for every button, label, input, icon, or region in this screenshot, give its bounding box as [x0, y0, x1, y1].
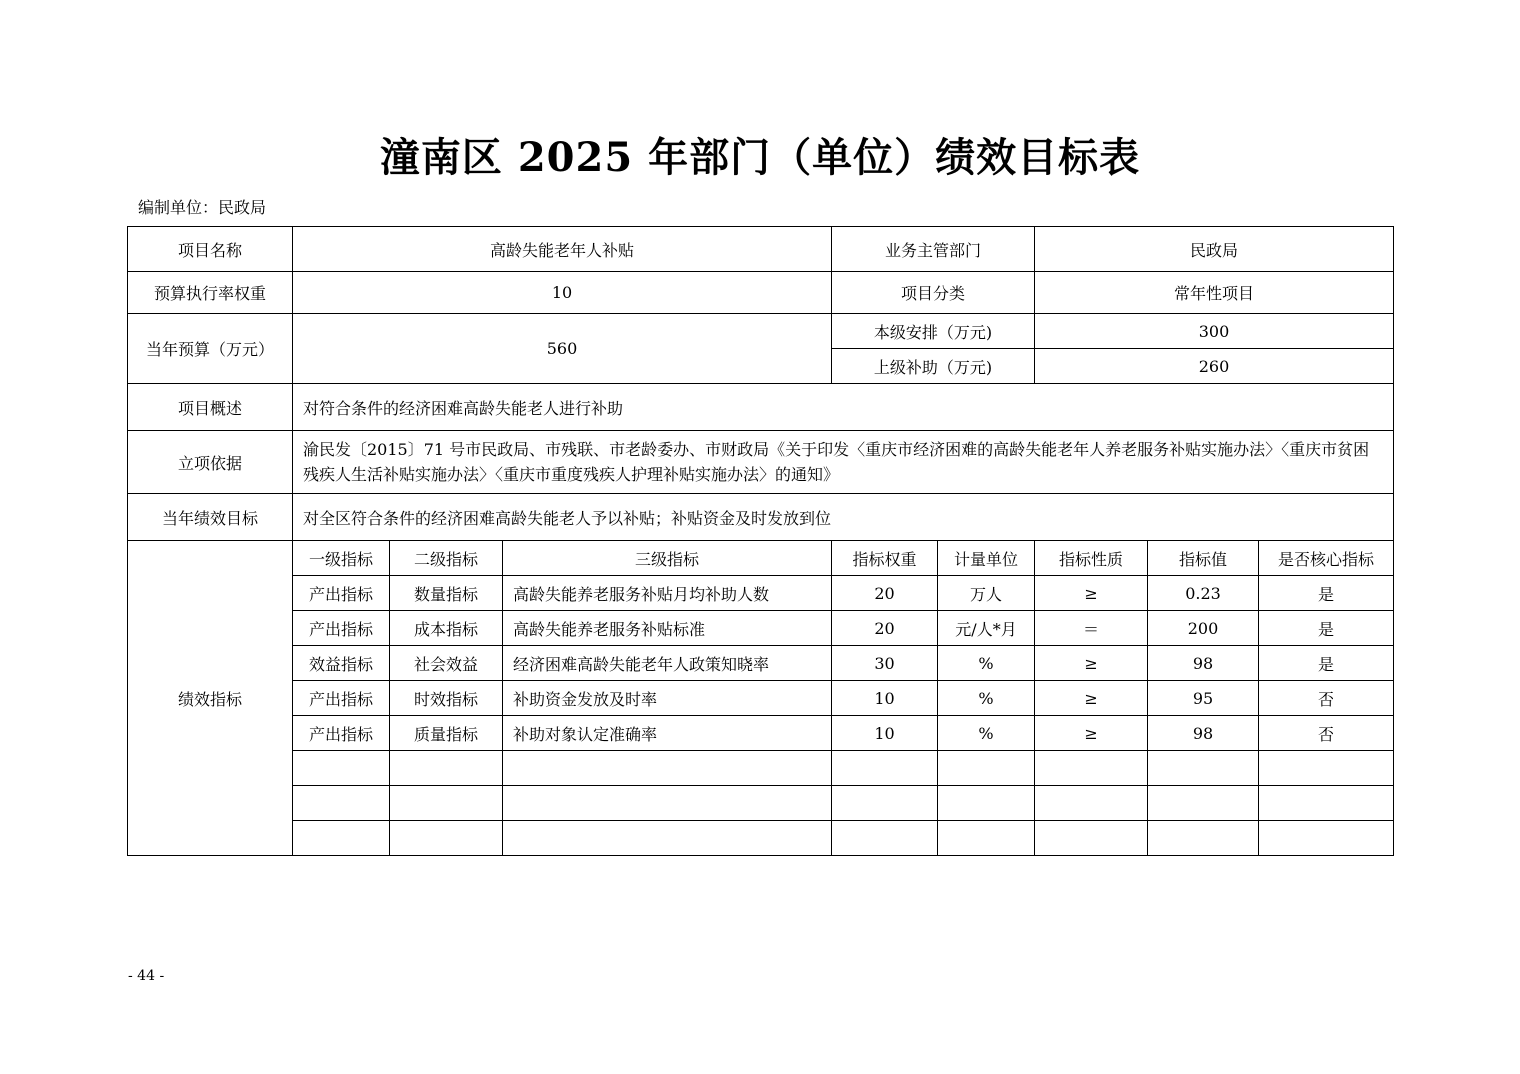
table-row-empty [128, 786, 1394, 821]
project-name-value: 高龄失能老年人补贴 [293, 227, 832, 272]
level1-cell: 效益指标 [293, 646, 390, 681]
core-cell: 是 [1259, 646, 1394, 681]
weight-cell: 10 [832, 681, 938, 716]
empty-cell [503, 786, 832, 821]
empty-cell [503, 821, 832, 856]
empty-cell [1148, 786, 1259, 821]
empty-cell [938, 786, 1035, 821]
core-cell: 否 [1259, 716, 1394, 751]
value-cell: 98 [1148, 646, 1259, 681]
level2-cell: 成本指标 [390, 611, 503, 646]
budget-label: 当年预算（万元） [128, 314, 293, 384]
level1-cell: 产出指标 [293, 716, 390, 751]
empty-cell [938, 751, 1035, 786]
empty-cell [390, 821, 503, 856]
level2-cell: 数量指标 [390, 576, 503, 611]
nature-cell: ≥ [1035, 646, 1148, 681]
nature-cell: ≥ [1035, 681, 1148, 716]
budget-value: 560 [293, 314, 832, 384]
level3-cell: 高龄失能养老服务补贴标准 [503, 611, 832, 646]
nature-cell: ≥ [1035, 716, 1148, 751]
header-core: 是否核心指标 [1259, 541, 1394, 576]
core-cell: 是 [1259, 611, 1394, 646]
header-value: 指标值 [1148, 541, 1259, 576]
unit-cell: % [938, 716, 1035, 751]
level1-cell: 产出指标 [293, 611, 390, 646]
empty-cell [1259, 786, 1394, 821]
empty-cell [1259, 821, 1394, 856]
level2-cell: 社会效益 [390, 646, 503, 681]
empty-cell [1035, 786, 1148, 821]
empty-cell [1259, 751, 1394, 786]
weight-cell: 20 [832, 611, 938, 646]
table-row [128, 576, 1394, 611]
empty-cell [390, 751, 503, 786]
empty-cell [1035, 821, 1148, 856]
value-cell: 95 [1148, 681, 1259, 716]
header-level1: 一级指标 [293, 541, 390, 576]
table-row [128, 611, 1394, 646]
header-nature: 指标性质 [1035, 541, 1148, 576]
header-level3: 三级指标 [503, 541, 832, 576]
local-budget-value: 300 [1035, 314, 1394, 349]
header-weight: 指标权重 [832, 541, 938, 576]
empty-cell [390, 786, 503, 821]
empty-cell [503, 751, 832, 786]
value-cell: 98 [1148, 716, 1259, 751]
header-unit: 计量单位 [938, 541, 1035, 576]
table-row [128, 716, 1394, 751]
compiling-unit: 编制单位：民政局 [138, 198, 267, 217]
level3-cell: 补助资金发放及时率 [503, 681, 832, 716]
category-label: 项目分类 [832, 272, 1035, 314]
empty-cell [1148, 821, 1259, 856]
empty-cell [293, 821, 390, 856]
overview-label: 项目概述 [128, 384, 293, 431]
empty-cell [938, 821, 1035, 856]
dept-label: 业务主管部门 [832, 227, 1035, 272]
empty-cell [832, 751, 938, 786]
core-cell: 是 [1259, 576, 1394, 611]
basis-label: 立项依据 [128, 431, 293, 494]
goal-label: 当年绩效目标 [128, 494, 293, 541]
value-cell: 0.23 [1148, 576, 1259, 611]
table-row-empty [128, 821, 1394, 856]
page-title: 潼南区 2025 年部门（单位）绩效目标表 [379, 134, 1141, 181]
level2-cell: 质量指标 [390, 716, 503, 751]
unit-cell: 元/人*月 [938, 611, 1035, 646]
weight-cell: 30 [832, 646, 938, 681]
overview-value: 对符合条件的经济困难高龄失能老人进行补助 [293, 384, 1394, 431]
weight-value: 10 [293, 272, 832, 314]
table-row-empty [128, 751, 1394, 786]
local-budget-label: 本级安排（万元) [832, 314, 1035, 349]
nature-cell: ≥ [1035, 576, 1148, 611]
empty-cell [293, 786, 390, 821]
upper-subsidy-label: 上级补助（万元) [832, 349, 1035, 384]
weight-label: 预算执行率权重 [128, 272, 293, 314]
empty-cell [832, 821, 938, 856]
core-cell: 否 [1259, 681, 1394, 716]
unit-cell: 万人 [938, 576, 1035, 611]
basis-value: 渝民发〔2015〕71 号市民政局、市残联、市老龄委办、市财政局《关于印发〈重庆市经济困难的高龄失能老年人养老服务补贴实施办法〉〈重庆市贫困残疾人生活补贴实施办法〉〈重庆市重度残疾人护理补贴实施办法〉的通知》 [293, 431, 1394, 494]
unit-cell: % [938, 681, 1035, 716]
nature-cell: ＝ [1035, 611, 1148, 646]
goal-value: 对全区符合条件的经济困难高龄失能老人予以补贴；补贴资金及时发放到位 [293, 494, 1394, 541]
upper-subsidy-value: 260 [1035, 349, 1394, 384]
performance-target-table [127, 226, 1394, 856]
level2-cell: 时效指标 [390, 681, 503, 716]
page-number: - 44 - [128, 968, 165, 984]
level3-cell: 经济困难高龄失能老年人政策知晓率 [503, 646, 832, 681]
empty-cell [832, 786, 938, 821]
category-value: 常年性项目 [1035, 272, 1394, 314]
level3-cell: 补助对象认定准确率 [503, 716, 832, 751]
unit-cell: % [938, 646, 1035, 681]
table-row [128, 646, 1394, 681]
weight-cell: 20 [832, 576, 938, 611]
weight-cell: 10 [832, 716, 938, 751]
empty-cell [293, 751, 390, 786]
header-level2: 二级指标 [390, 541, 503, 576]
empty-cell [1035, 751, 1148, 786]
level3-cell: 高龄失能养老服务补贴月均补助人数 [503, 576, 832, 611]
empty-cell [1148, 751, 1259, 786]
value-cell: 200 [1148, 611, 1259, 646]
dept-value: 民政局 [1035, 227, 1394, 272]
level1-cell: 产出指标 [293, 576, 390, 611]
table-row [128, 681, 1394, 716]
indicators-label: 绩效指标 [128, 541, 293, 856]
level1-cell: 产出指标 [293, 681, 390, 716]
project-name-label: 项目名称 [128, 227, 293, 272]
